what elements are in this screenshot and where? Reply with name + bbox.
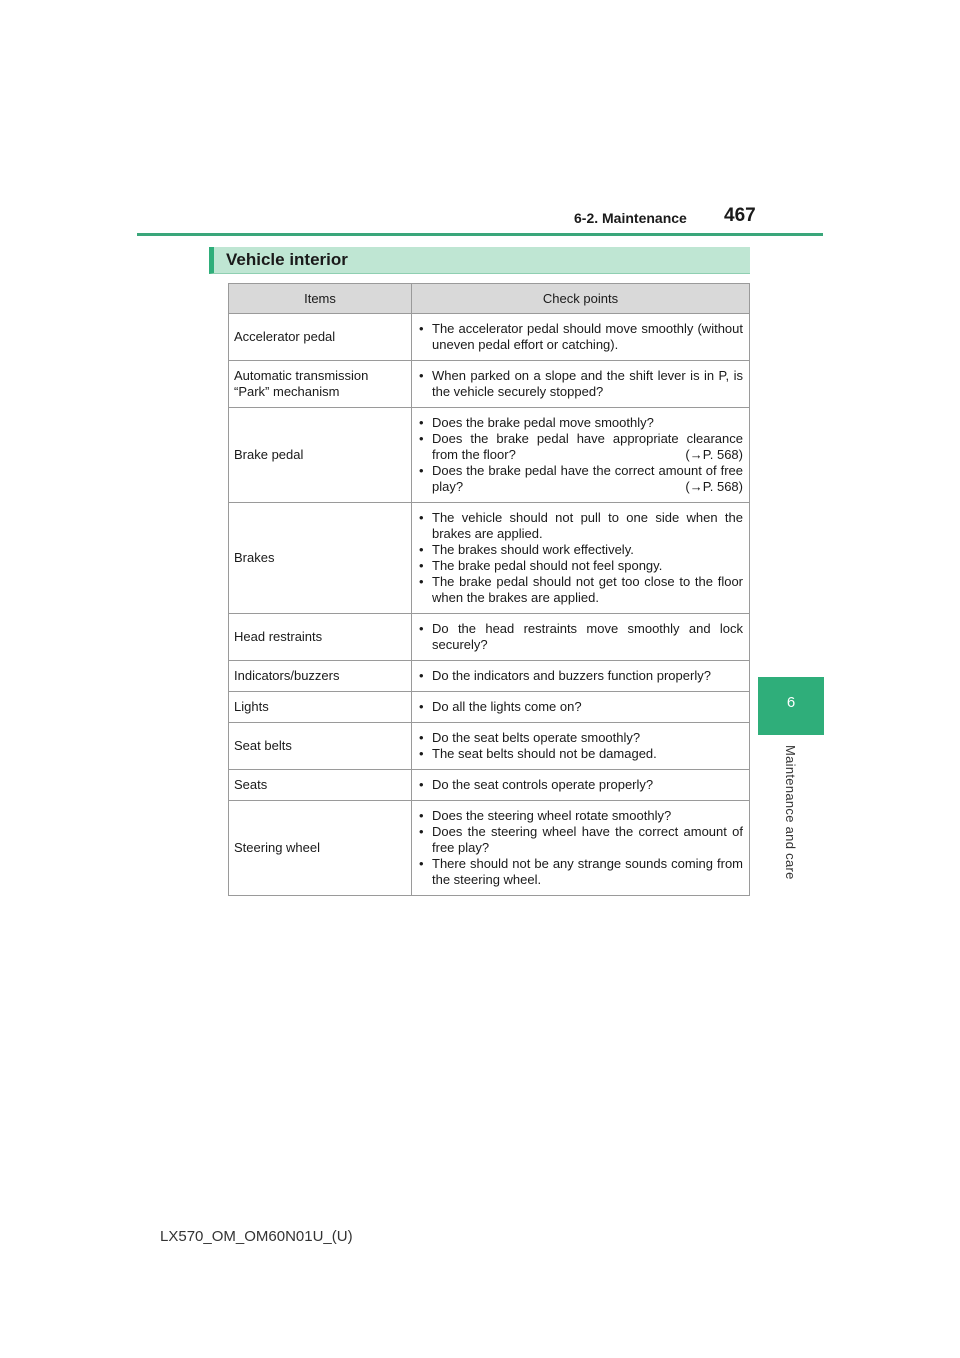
check-point-text: The brake pedal should not get too close to the floor when the brakes are applied. [432, 574, 743, 605]
item-cell: Seat belts [229, 723, 412, 770]
check-point-list [418, 808, 743, 888]
table-body [229, 314, 750, 896]
table-row [229, 361, 750, 408]
check-point-text: Does the brake pedal have the correct amount of free play? [432, 463, 743, 494]
check-points-cell [412, 408, 750, 503]
check-point-text: Does the brake pedal move smoothly? [432, 415, 654, 430]
header-rule [137, 233, 823, 236]
check-point-list [418, 699, 743, 715]
check-point-item [418, 777, 743, 793]
check-points-cell [412, 503, 750, 614]
table-row [229, 314, 750, 361]
table-row [229, 661, 750, 692]
check-point-text: Does the steering wheel have the correct amount of free play? [432, 824, 743, 855]
check-points-cell [412, 692, 750, 723]
check-point-item [418, 510, 743, 542]
check-point-item [418, 699, 743, 715]
chapter-tab-label: Maintenance and care [783, 745, 798, 880]
check-point-list [418, 777, 743, 793]
column-header-items: Items [229, 284, 412, 314]
check-point-item [418, 368, 743, 400]
table-header-row [229, 284, 750, 314]
check-points-cell [412, 361, 750, 408]
check-point-list [418, 321, 743, 353]
column-header-check-points: Check points [412, 284, 750, 314]
check-point-item [418, 463, 743, 495]
page-reference-link[interactable]: (→P. 568) [685, 479, 743, 494]
item-cell: Accelerator pedal [229, 314, 412, 361]
check-point-text: When parked on a slope and the shift lever is in P, is the vehicle securely stopped? [432, 368, 743, 399]
check-point-text: The brakes should work effectively. [432, 542, 634, 557]
item-cell: Brake pedal [229, 408, 412, 503]
check-point-list [418, 368, 743, 400]
check-points-cell [412, 614, 750, 661]
footer-document-code: LX570_OM_OM60N01U_(U) [160, 1228, 353, 1245]
check-table [228, 283, 750, 896]
check-point-item [418, 856, 743, 888]
check-point-text: There should not be any strange sounds coming from the steering wheel. [432, 856, 743, 887]
table-row [229, 801, 750, 896]
chapter-tab[interactable]: 6 [758, 677, 824, 735]
page-reference-link[interactable]: (→P. 568) [685, 447, 743, 462]
check-point-item [418, 558, 743, 574]
table-row [229, 408, 750, 503]
check-points-cell [412, 801, 750, 896]
check-points-cell [412, 723, 750, 770]
check-point-item [418, 542, 743, 558]
item-cell: Indicators/buzzers [229, 661, 412, 692]
check-point-text: Do all the lights come on? [432, 699, 582, 714]
check-point-item [418, 808, 743, 824]
item-cell: Automatic transmission “Park” mechanism [229, 361, 412, 408]
item-cell: Seats [229, 770, 412, 801]
check-point-text: The accelerator pedal should move smoothly (without uneven pedal effort or catching). [432, 321, 743, 352]
check-point-text: Does the brake pedal have appropriate clearance from the floor? [432, 431, 743, 462]
check-point-item [418, 574, 743, 606]
item-cell: Steering wheel [229, 801, 412, 896]
check-point-list [418, 415, 743, 495]
check-point-list [418, 668, 743, 684]
table-row [229, 692, 750, 723]
check-point-item [418, 431, 743, 463]
item-cell: Brakes [229, 503, 412, 614]
check-point-text: Do the head restraints move smoothly and lock securely? [432, 621, 743, 652]
check-point-text: Do the seat controls operate properly? [432, 777, 654, 792]
section-title: Vehicle interior [226, 250, 348, 269]
check-points-cell [412, 770, 750, 801]
check-point-list [418, 621, 743, 653]
check-points-cell [412, 661, 750, 692]
check-point-text: The vehicle should not pull to one side when the brakes are applied. [432, 510, 743, 541]
check-point-text: The brake pedal should not feel spongy. [432, 558, 663, 573]
check-point-item [418, 621, 743, 653]
header-section-title: 6-2. Maintenance [574, 210, 687, 226]
item-cell: Lights [229, 692, 412, 723]
check-point-text: The seat belts should not be damaged. [432, 746, 657, 761]
check-point-item [418, 730, 743, 746]
table-row [229, 614, 750, 661]
check-point-item [418, 824, 743, 856]
check-point-item [418, 321, 743, 353]
check-point-item [418, 668, 743, 684]
check-points-cell [412, 314, 750, 361]
check-point-item [418, 415, 743, 431]
section-heading-bar [209, 247, 750, 274]
table-row [229, 770, 750, 801]
table-row [229, 503, 750, 614]
check-point-text: Do the indicators and buzzers function properly? [432, 668, 711, 683]
page-number: 467 [724, 205, 756, 226]
check-point-text: Do the seat belts operate smoothly? [432, 730, 641, 745]
table-row [229, 723, 750, 770]
check-point-text: Does the steering wheel rotate smoothly? [432, 808, 672, 823]
item-cell: Head restraints [229, 614, 412, 661]
check-point-item [418, 746, 743, 762]
check-point-list [418, 730, 743, 762]
check-point-list [418, 510, 743, 606]
